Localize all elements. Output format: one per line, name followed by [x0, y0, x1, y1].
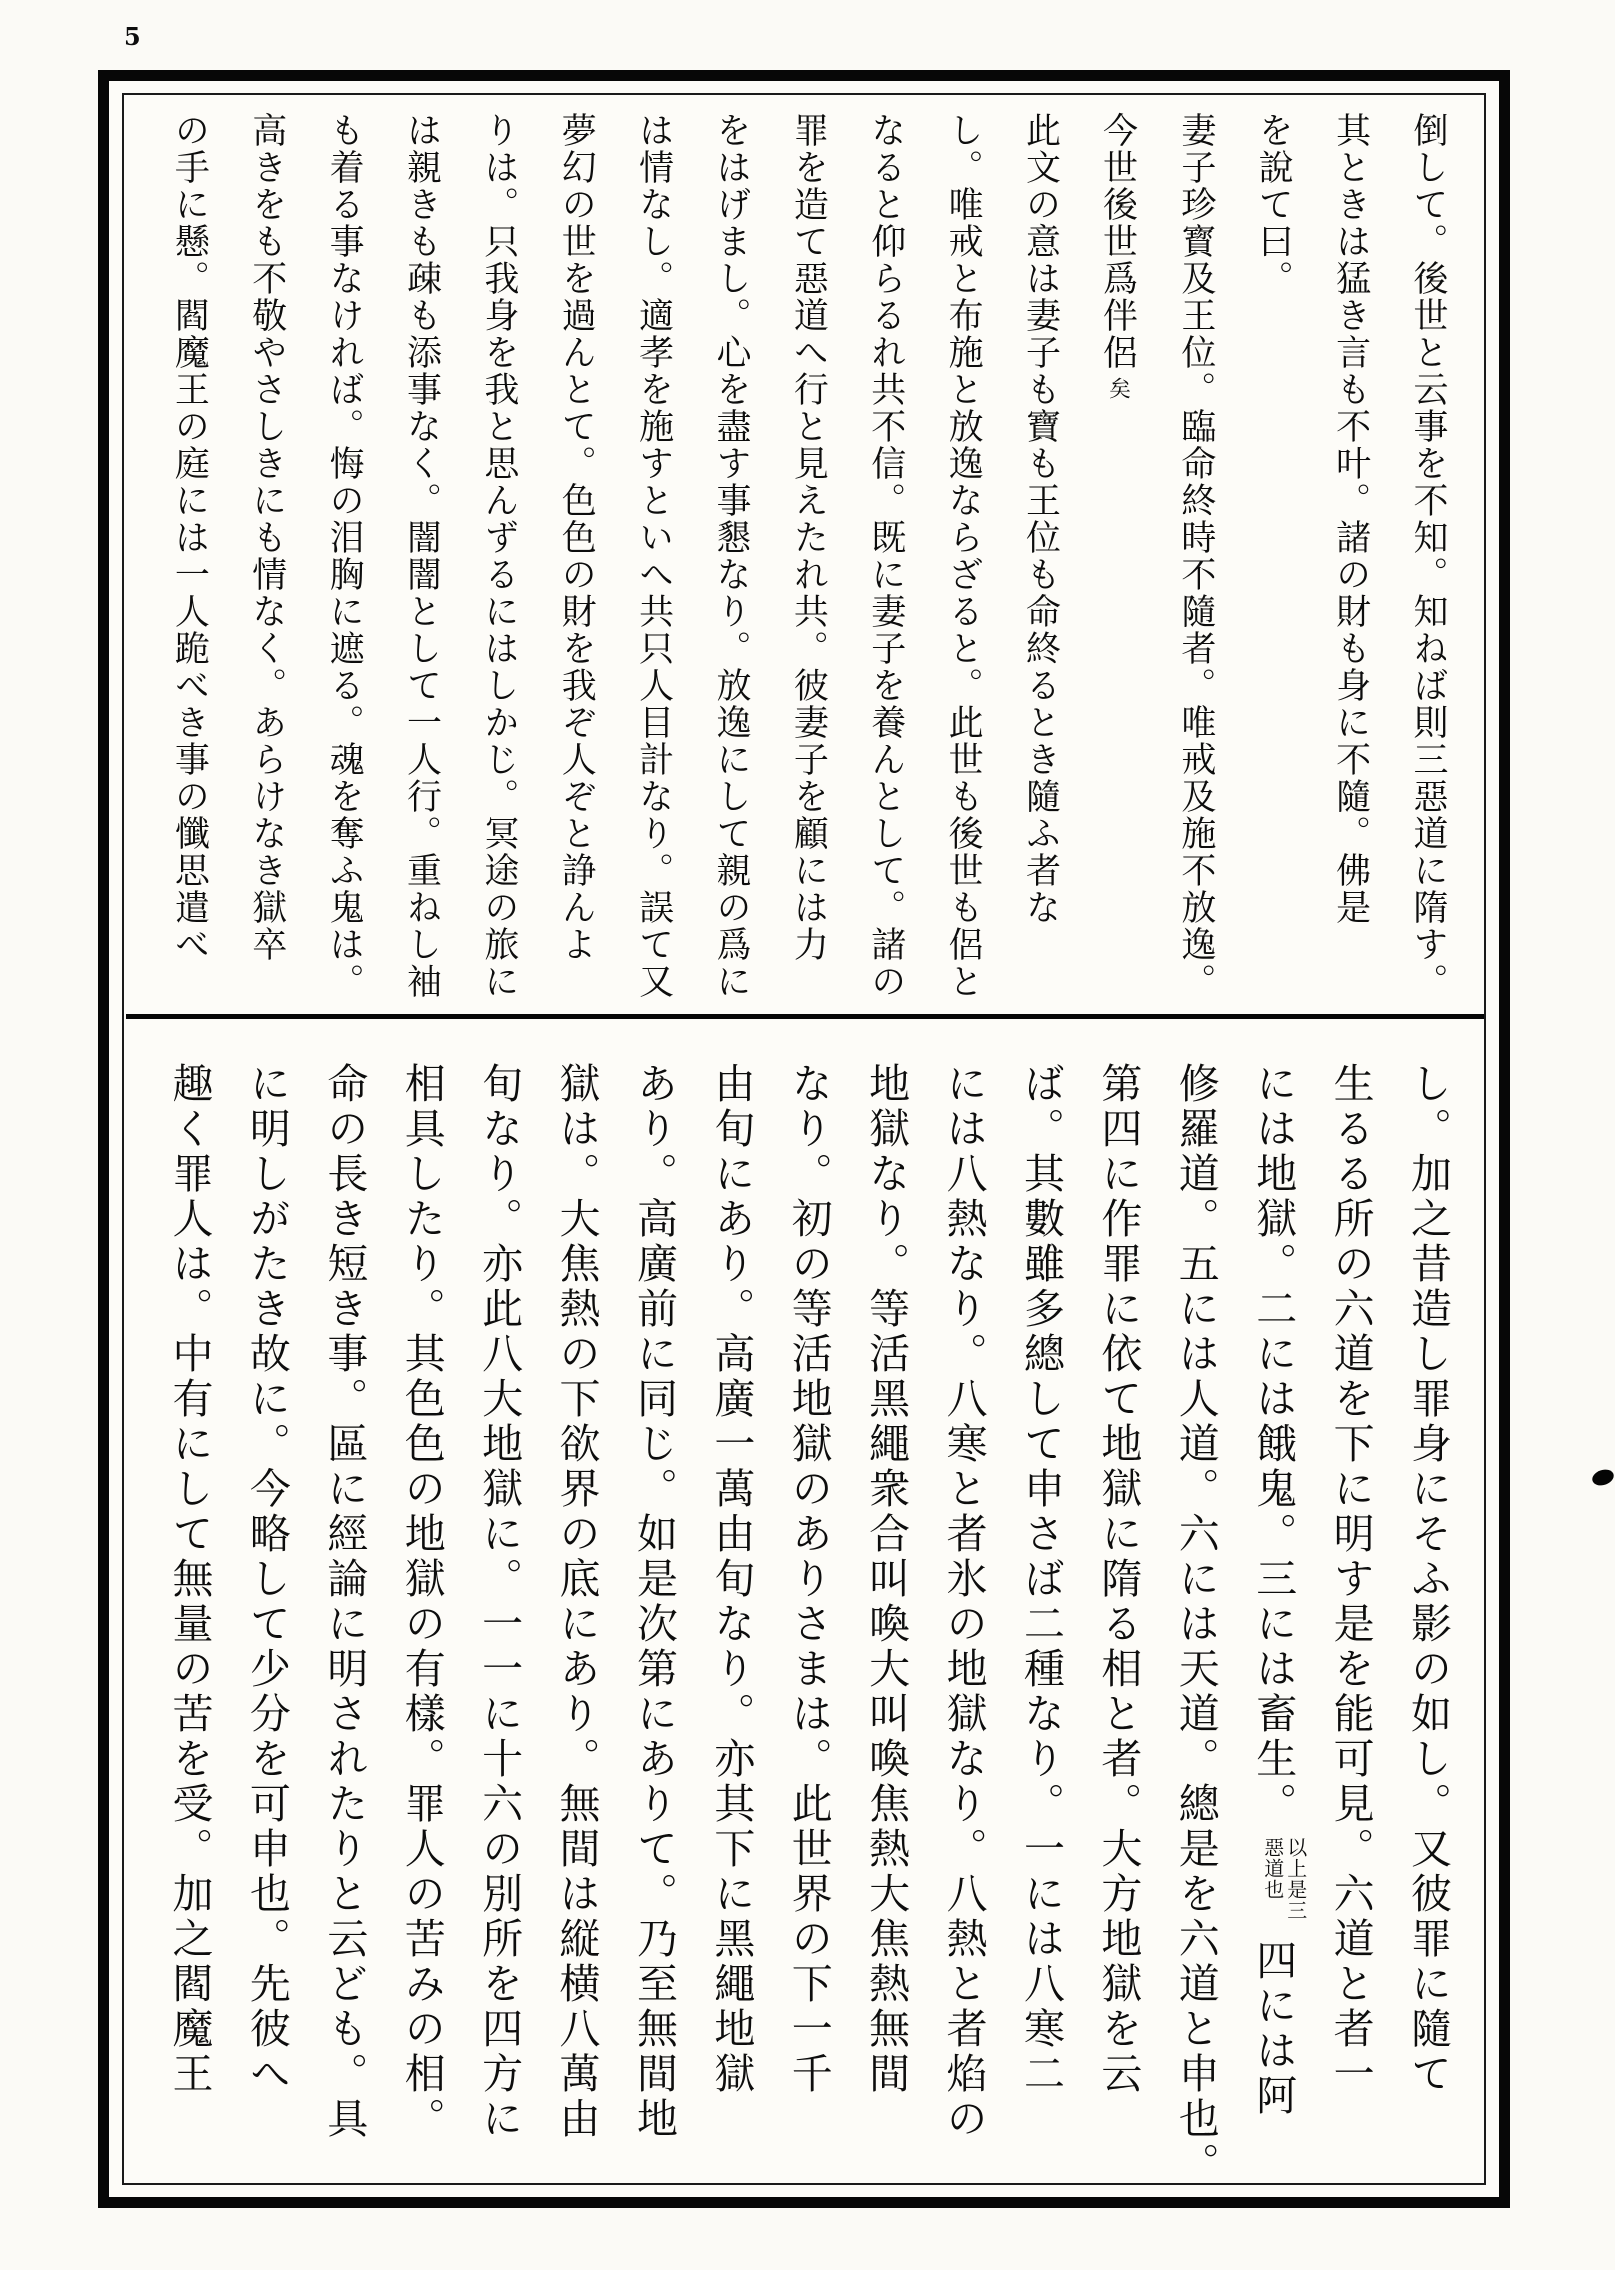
top-column-17: の手に懸。閻魔王の庭には一人跪べき事の懺思遣べ — [169, 112, 210, 963]
small-kanji-annotation: 矣 — [1105, 377, 1131, 399]
block-divider-rule — [126, 1014, 1484, 1019]
top-column-14: は親きも疎も添事なく。闇闇として一人行。重ねし袖 — [401, 112, 442, 1000]
bottom-column-15: 命の長き短き事。區に經論に明されたりと云ども。具 — [320, 1062, 369, 2142]
bottom-column-5: 第四に作罪に依て地獄に隋る相と者。大方地獄を云 — [1094, 1062, 1143, 2097]
page-number-arabic: 5 — [124, 22, 141, 51]
bottom-column-1: し。加之昔造し罪身にそふ影の如し。又彼罪に隨て — [1404, 1062, 1452, 2097]
top-column-3: を說て曰。 — [1253, 112, 1294, 297]
ink-blot-artifact — [1590, 1467, 1615, 1488]
top-column-8: なると仰らるれ共不信。既に妻子を養んとして。諸の — [865, 112, 906, 1000]
top-column-4: 妻子珍寳及王位。臨命終時不隨者。唯戒及施不放逸。 — [1175, 112, 1216, 1000]
bottom-column-11: あり。高廣前に同じ。如是次第にありて。乃至無間地 — [629, 1062, 678, 2142]
top-column-1: 倒して。後世と云事を不知。知ねば則三惡道に隋す。 — [1408, 112, 1448, 1000]
bottom-column-3 — [1234, 1062, 1311, 2188]
bottom-column-8: 地獄なり。等活黑繩衆合叫喚大叫喚焦熱大焦熱無間 — [862, 1062, 911, 2097]
top-column-5-text: 今世後世爲伴侶 — [1097, 112, 1138, 371]
bottom-column-3-text: には地獄。二には餓鬼。三には畜生。 — [1249, 1062, 1298, 1827]
top-column-11: は情なし。適孝を施すといへ共只人目計なり。誤て又 — [633, 112, 674, 1000]
bottom-column-4: 修羅道。五には人道。六には天道。總是を六道と申也。 — [1171, 1062, 1220, 2187]
top-column-13: りは。只我身を我と思んずるにはしかじ。冥途の旅に — [478, 112, 519, 1000]
top-column-10: をはげまし。心を盡す事懇なり。放逸にして親の爲に — [711, 112, 751, 1000]
lower-text-block — [150, 1062, 1466, 2188]
bottom-column-3-text-after: 四には阿 — [1249, 1939, 1298, 2119]
top-column-9: 罪を造て惡道へ行と見えたれ共。彼妻子を顧には力 — [788, 112, 829, 963]
bottom-column-2: 生るる所の六道を下に明す是を能可見。六道と者一 — [1326, 1062, 1375, 2097]
bottom-column-6: ば。其數雖多總して申さば二種なり。一には八寒二 — [1016, 1062, 1065, 2097]
bottom-column-7: には八熱なり。八寒と者氷の地獄なり。八熱と者焰の — [939, 1062, 988, 2142]
bottom-column-10: 由旬にあり。高廣一萬由旬なり。亦其下に黑繩地獄 — [707, 1062, 756, 2097]
interlinear-note — [1261, 1837, 1307, 1921]
top-column-12: 夢幻の世を過んとて。色色の財を我ぞ人ぞと諍んよ — [556, 112, 597, 963]
upper-text-block — [150, 112, 1466, 1004]
interlinear-note-right: 以上是三 — [1283, 1837, 1308, 1921]
bottom-column-13: 旬なり。亦此八大地獄に。一一に十六の別所を四方に — [475, 1062, 524, 2142]
top-column-2: 其ときは猛き言も不叶。諸の財も身に不隨。佛是 — [1330, 112, 1371, 926]
top-column-16: 高きをも不敬やさしきにも情なく。あらけなき獄卒 — [246, 112, 287, 963]
bottom-column-16: に明しがたき故に。今略して少分を可申也。先彼へ — [242, 1062, 291, 2097]
top-column-7: し。唯戒と布施と放逸ならざると。此世も後世も侶と — [943, 112, 984, 1000]
bottom-column-17: 趣く罪人は。中有にして無量の苦を受。加之閻魔王 — [165, 1062, 214, 2097]
top-column-5 — [1079, 112, 1157, 1004]
top-column-15: も着る事なければ。悔の泪胸に遮る。魂を奪ふ鬼は。 — [324, 112, 365, 1000]
bottom-column-12: 獄は。大焦熱の下欲界の底にあり。無間は縦横八萬由 — [552, 1062, 601, 2142]
interlinear-note-left: 惡道也 — [1260, 1837, 1285, 1900]
bottom-column-14: 相具したり。其色色の地獄の有樣。罪人の苦みの相。 — [397, 1062, 446, 2142]
top-column-6: 此文の意は妻子も寶も王位も命終るとき隨ふ者な — [1020, 112, 1061, 926]
bottom-column-9: なり。初の等活地獄のありさまは。此世界の下一千 — [784, 1062, 833, 2097]
